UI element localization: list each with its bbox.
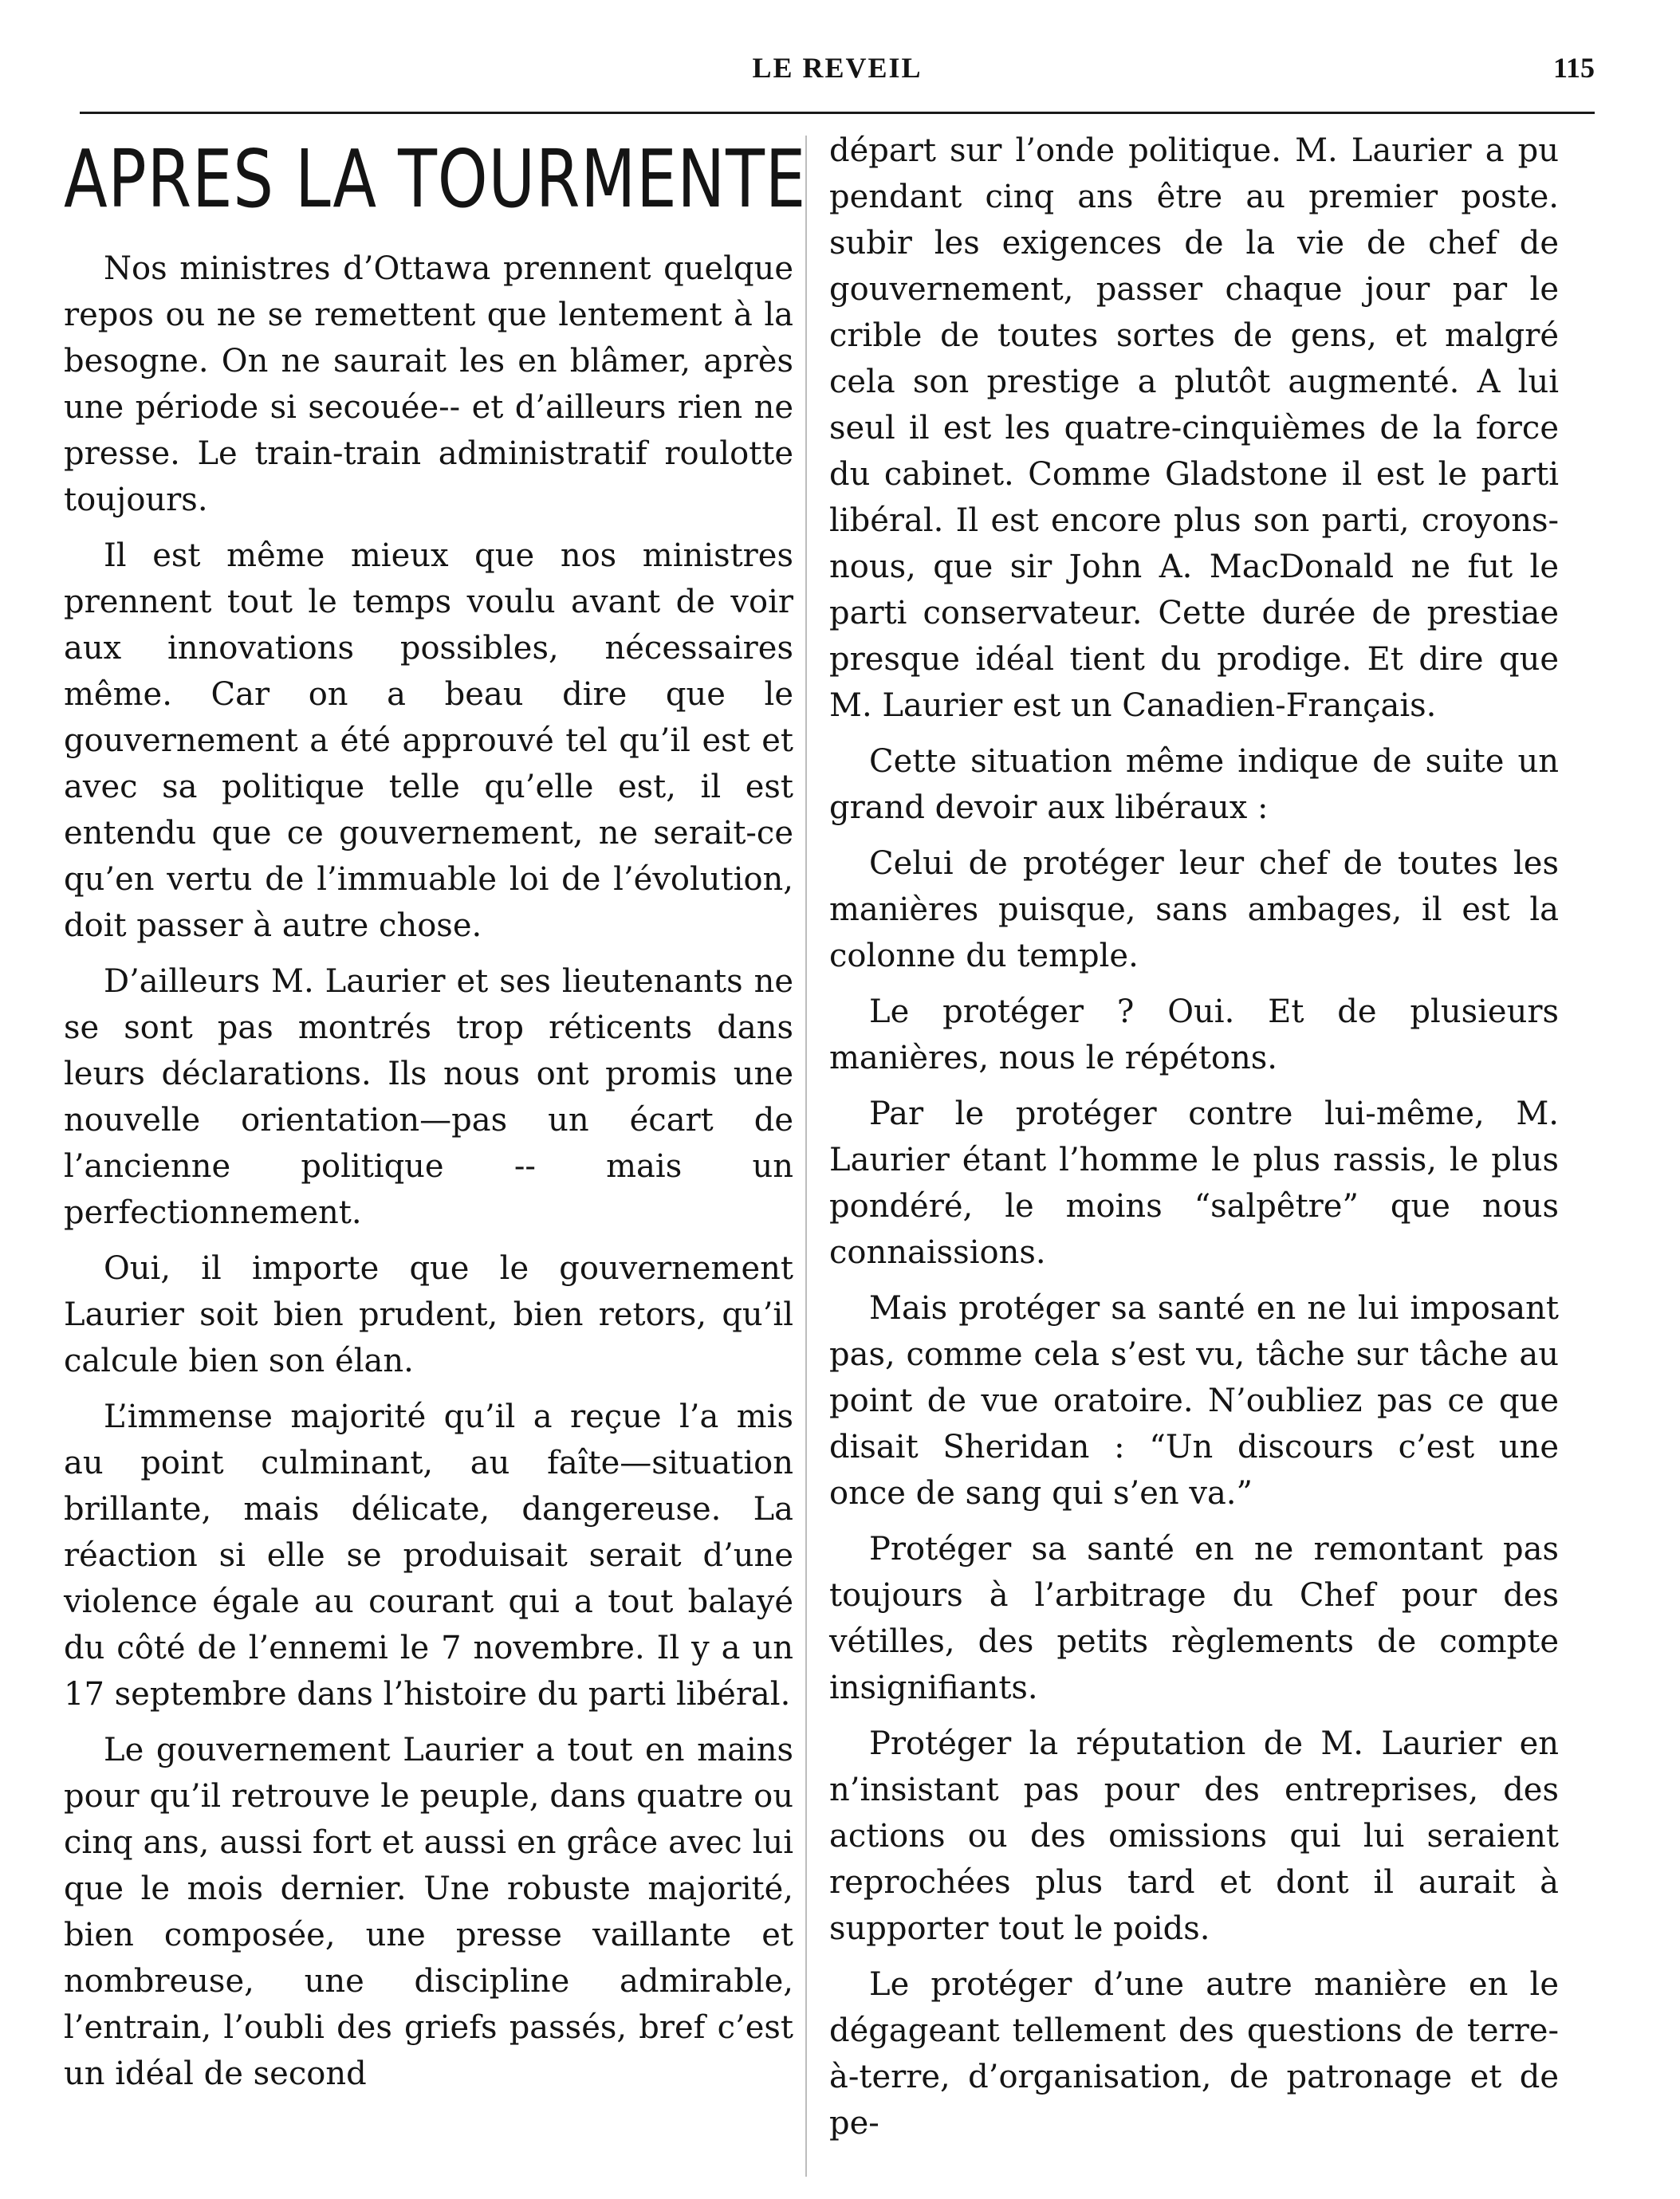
paragraph: Par le protéger contre lui-même, M. Laurier étant l’homme le plus rassis, le plus pondéré, le moins “salpêtre” que nous connaissions. [829,1096,1559,1271]
paragraph: Le protéger d’une autre manière en le dégageant tellement des questions de terre-à-terre, d’organisation, de patronage et de pe- [829,1966,1559,2142]
paragraph: Nos ministres d’Ottawa prennent quelque repos ou ne se remettent que lentement à la besogne. On ne saurait les en blâmer, après une période si secouée-- et d’ailleurs rien ne presse. Le train-train administratif roulotte toujours. [64,250,793,518]
paragraph-continuation: départ sur l’onde politique. M. Laurier a pu pendant cinq ans être au premier poste. subir les exigences de la vie de chef de gouvernement, passer chaque jour par le crible de toutes sortes de gens, et malgré cela son prestige a plutôt augmenté. A lui seul il est les quatre-cinquièmes de la force du cabinet. Comme Gladstone il est le parti libéral. Il est encore plus son parti, croyons-nous, que sir John A. MacDonald ne fut le parti conservateur. Cette durée de prestiae presque idéal tient du prodige. Et dire que M. Laurier est un Canadien-Français. [829,132,1559,724]
left-column [64,128,807,2107]
article-title: APRES LA TOURMENTE [64,132,807,226]
paragraph: Cette situation même indique de suite un grand devoir aux libéraux : [829,743,1559,826]
paragraph: Celui de protéger leur chef de toutes les manières puisque, sans ambages, il est la colonne du temple. [829,845,1559,974]
page-number: 115 [1552,52,1595,84]
paragraph: Oui, il importe que le gouvernement Laurier soit bien prudent, bien retors, qu’il calcule bien son élan. [64,1250,793,1379]
page-header [80,46,1595,102]
paragraph: Protéger la réputation de M. Laurier en n’insistant pas pour des entreprises, des actions ou des omissions qui lui seraient reprochées plus tard et dont il aurait à supporter tout le poids. [829,1725,1559,1947]
paragraph: L’immense majorité qu’il a reçue l’a mis au point culminant, au faîte—situation brillante, mais délicate, dangereuse. La réaction si elle se produisait serait d’une violence égale au courant qui a tout balayé du côté de l’ennemi le 7 novembre. Il y a un 17 septembre dans l’histoire du parti libéral. [64,1398,793,1713]
paragraph: D’ailleurs M. Laurier et ses lieutenants ne se sont pas montrés trop réticents dans leurs déclarations. Ils nous ont promis une nouvelle orientation—pas un écart de l’ancienne politique -- mais un perfectionnement. [64,963,793,1231]
paragraph: Le protéger ? Oui. Et de plusieurs manières, nous le répétons. [829,993,1559,1076]
column-divider [805,136,807,2177]
paragraph: Protéger sa santé en ne remontant pas toujours à l’arbitrage du Chef pour des vétilles, des petits règlements de compte insignifiants. [829,1531,1559,1706]
paragraph: Mais protéger sa santé en ne lui imposant pas, comme cela s’est vu, tâche sur tâche au point de vue oratoire. N’oubliez pas ce que disait Sheridan : “Un discours c’est une once de sang qui s’en va.” [829,1290,1559,1512]
header-rule [80,112,1595,114]
right-column [829,128,1559,2156]
paragraph: Il est même mieux que nos ministres prennent tout le temps voulu avant de voir aux innovations possibles, nécessaires même. Car on a beau dire que le gouvernement a été approuvé tel qu’il est et avec sa politique telle qu’elle est, il est entendu que ce gouvernement, ne serait-ce qu’en vertu de l’immuable loi de l’évolution, doit passer à autre chose. [64,537,793,944]
running-head: LE REVEIL [752,52,923,84]
paragraph: Le gouvernement Laurier a tout en mains pour qu’il retrouve le peuple, dans quatre ou cinq ans, aussi fort et aussi en grâce avec lui que le mois dernier. Une robuste majorité, bien composée, une presse vaillante et nombreuse, une discipline admirable, l’entrain, l’oubli des griefs passés, bref c’est un idéal de second [64,1732,793,2092]
